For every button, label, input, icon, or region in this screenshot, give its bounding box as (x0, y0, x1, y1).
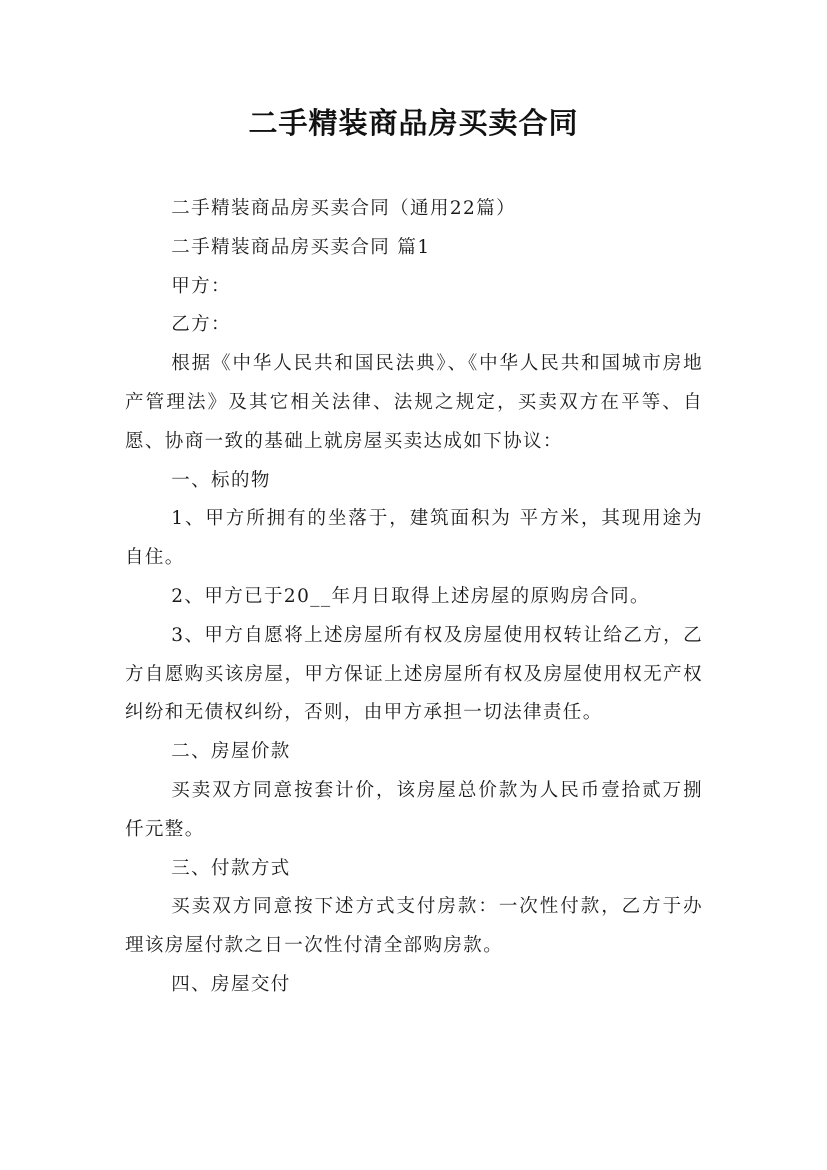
party-a-line: 甲方： (171, 275, 231, 297)
document-body (125, 190, 703, 1005)
party-b-line: 乙方： (171, 314, 231, 336)
clause-heading: 一、标的物 (171, 469, 271, 491)
section-heading: 二手精装商品房买卖合同 篇1 (171, 236, 431, 258)
clause-heading: 二、房屋价款 (171, 741, 291, 763)
document-title: 二手精装商品房买卖合同 (248, 106, 579, 140)
clause-heading: 三、付款方式 (171, 857, 291, 879)
subtitle-paragraph: 二手精装商品房买卖合同（通用22篇） (171, 198, 516, 219)
clause-paragraph: 3、甲方自愿将上述房屋所有权及房屋使用权转让给乙方，乙方自愿购买该房屋，甲方保证上述房屋所有权及房屋使用权无产权纠纷和无债权纠纷，否则，由甲方承担一切法律责任。 (125, 624, 703, 724)
preamble-paragraph: 根据《中华人民共和国民法典》、《中华人民共和国城市房地产管理法》及其它相关法律、法规之规定，买卖双方在平等、自愿、协商一致的基础上就房屋买卖达成如下协议： (125, 353, 703, 452)
clause-paragraph: 1、甲方所拥有的坐落于，建筑面积为 平方米，其现用途为自住。 (125, 508, 703, 569)
clause-paragraph: 买卖双方同意按下述方式支付房款：一次性付款，乙方于办理该房屋付款之日一次性付清全部购房款。 (125, 896, 703, 957)
clause-heading: 四、房屋交付 (171, 973, 291, 995)
clause-paragraph: 买卖双方同意按套计价，该房屋总价款为人民币壹拾贰万捌仟元整。 (125, 779, 703, 840)
clause-paragraph: 2、甲方已于20__年月日取得上述房屋的原购房合同。 (171, 585, 650, 607)
